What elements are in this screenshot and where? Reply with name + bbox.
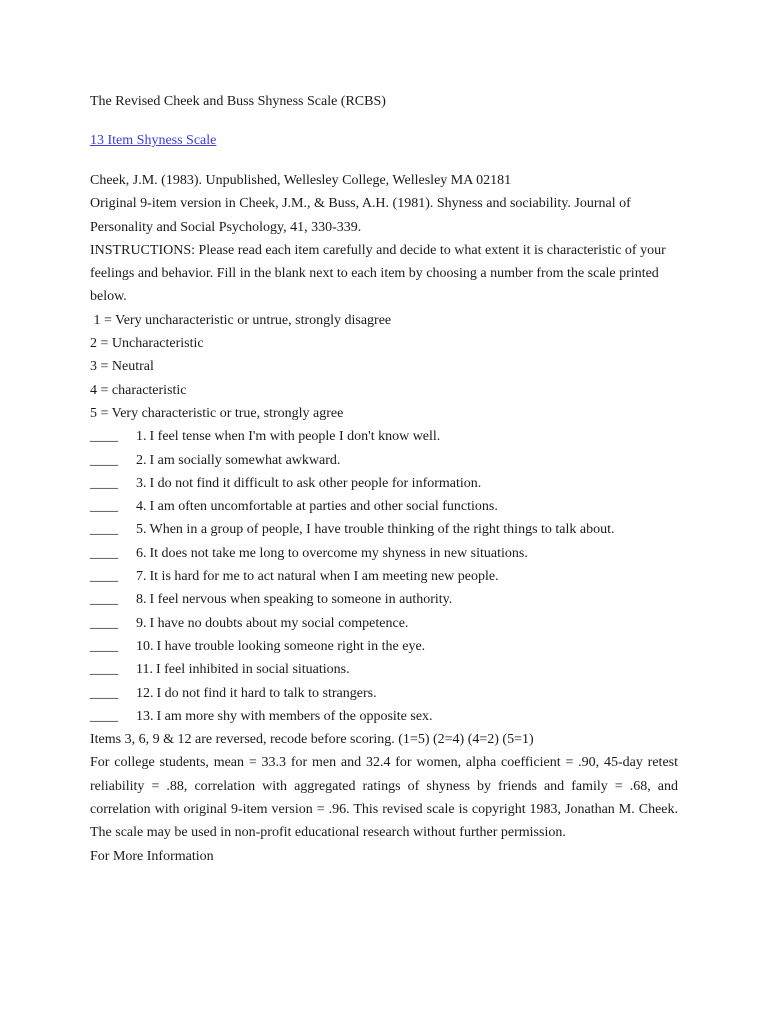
item-number: 1. <box>136 429 147 445</box>
document-page <box>90 90 678 868</box>
item-text: I do not find it difficult to ask other people for information. <box>149 475 482 491</box>
item-number: 9. <box>136 615 147 631</box>
document-title: The Revised Cheek and Buss Shyness Scale (RCBS) <box>90 94 386 109</box>
item-text: I do not find it hard to talk to strangers. <box>156 685 377 701</box>
shyness-scale-link[interactable]: 13 Item Shyness Scale <box>90 133 217 148</box>
item-number: 4. <box>136 499 147 515</box>
instructions-paragraph: INSTRUCTIONS: Please read each item carefully and decide to what extent it is characteristic of your feelings and behavior. Fill in the blank next to each item by choosing a number from the scale printed below. <box>90 242 666 305</box>
item-text: I am socially somewhat awkward. <box>149 452 341 468</box>
list-item <box>90 495 678 518</box>
item-number: 7. <box>136 569 147 585</box>
scale-option-4: 4 = characteristic <box>90 382 187 398</box>
scale-option-5: 5 = Very characteristic or true, strongly agree <box>90 405 344 421</box>
document-body <box>90 169 678 868</box>
item-text: When in a group of people, I have trouble thinking of the right things to talk about. <box>149 522 615 538</box>
list-item <box>90 518 678 541</box>
citation-unpublished: Cheek, J.M. (1983). Unpublished, Wellesley College, Wellesley MA 02181 <box>90 173 512 188</box>
item-number: 2. <box>136 452 147 468</box>
answer-blank[interactable]: ____ <box>90 708 118 724</box>
answer-blank[interactable]: ____ <box>90 522 118 538</box>
answer-blank[interactable]: ____ <box>90 429 118 445</box>
item-text: I have no doubts about my social competence. <box>149 615 409 631</box>
answer-blank[interactable]: ____ <box>90 638 118 654</box>
item-number: 5. <box>136 522 147 538</box>
item-text: I feel inhibited in social situations. <box>155 662 350 678</box>
item-text: I feel tense when I'm with people I don't know well. <box>149 429 441 445</box>
item-number: 3. <box>136 475 147 491</box>
list-item <box>90 705 678 728</box>
reversed-items-note: Items 3, 6, 9 & 12 are reversed, recode before scoring. (1=5) (2=4) (4=2) (5=1) <box>90 732 534 748</box>
scale-option-1: 1 = Very uncharacteristic or untrue, strongly disagree <box>90 312 392 328</box>
list-item <box>90 425 678 448</box>
item-text: I feel nervous when speaking to someone in authority. <box>149 592 453 608</box>
list-item <box>90 658 678 681</box>
item-number: 6. <box>136 545 147 561</box>
statistics-note: For college students, mean = 33.3 for men and 32.4 for women, alpha coefficient = .90, 45-day retest reliability = .88, correlation with aggregated ratings of shyness by friends and family = .68, and correlation with original 9-item version = .96. This revised scale is copyright 1983, Jonathan M. Cheek. The scale may be used in non-profit educational research without further permission. <box>90 755 678 841</box>
answer-blank[interactable]: ____ <box>90 475 118 491</box>
list-item <box>90 472 678 495</box>
answer-blank[interactable]: ____ <box>90 685 118 701</box>
item-number: 13. <box>136 708 154 724</box>
list-item <box>90 542 678 565</box>
answer-blank[interactable]: ____ <box>90 545 118 561</box>
answer-blank[interactable]: ____ <box>90 662 118 678</box>
list-item <box>90 449 678 472</box>
item-number: 12. <box>136 685 154 701</box>
item-text: I am more shy with members of the opposite sex. <box>156 708 433 724</box>
item-number: 11. <box>136 662 153 678</box>
list-item <box>90 588 678 611</box>
answer-blank[interactable]: ____ <box>90 615 118 631</box>
scale-option-3: 3 = Neutral <box>90 359 154 375</box>
item-text: I have trouble looking someone right in the eye. <box>156 638 426 654</box>
list-item <box>90 565 678 588</box>
scale-option-2: 2 = Uncharacteristic <box>90 336 204 352</box>
item-text: I am often uncomfortable at parties and other social functions. <box>149 499 498 515</box>
list-item <box>90 682 678 705</box>
item-text: It does not take me long to overcome my shyness in new situations. <box>149 545 528 561</box>
answer-blank[interactable]: ____ <box>90 569 118 585</box>
list-item <box>90 635 678 658</box>
answer-blank[interactable]: ____ <box>90 499 118 515</box>
answer-blank[interactable]: ____ <box>90 452 118 468</box>
list-item <box>90 612 678 635</box>
item-text: It is hard for me to act natural when I am meeting new people. <box>149 569 499 585</box>
item-number: 10. <box>136 638 154 654</box>
items-list <box>90 425 678 728</box>
citation-original: Original 9-item version in Cheek, J.M., & Buss, A.H. (1981). Shyness and sociability. Journal of Personality and Social Psychology, 41, 330-339. <box>90 196 631 235</box>
shyness-scale-link-line <box>90 129 678 152</box>
item-number: 8. <box>136 592 147 608</box>
more-information-line: For More Information <box>90 848 214 864</box>
answer-blank[interactable]: ____ <box>90 592 118 608</box>
